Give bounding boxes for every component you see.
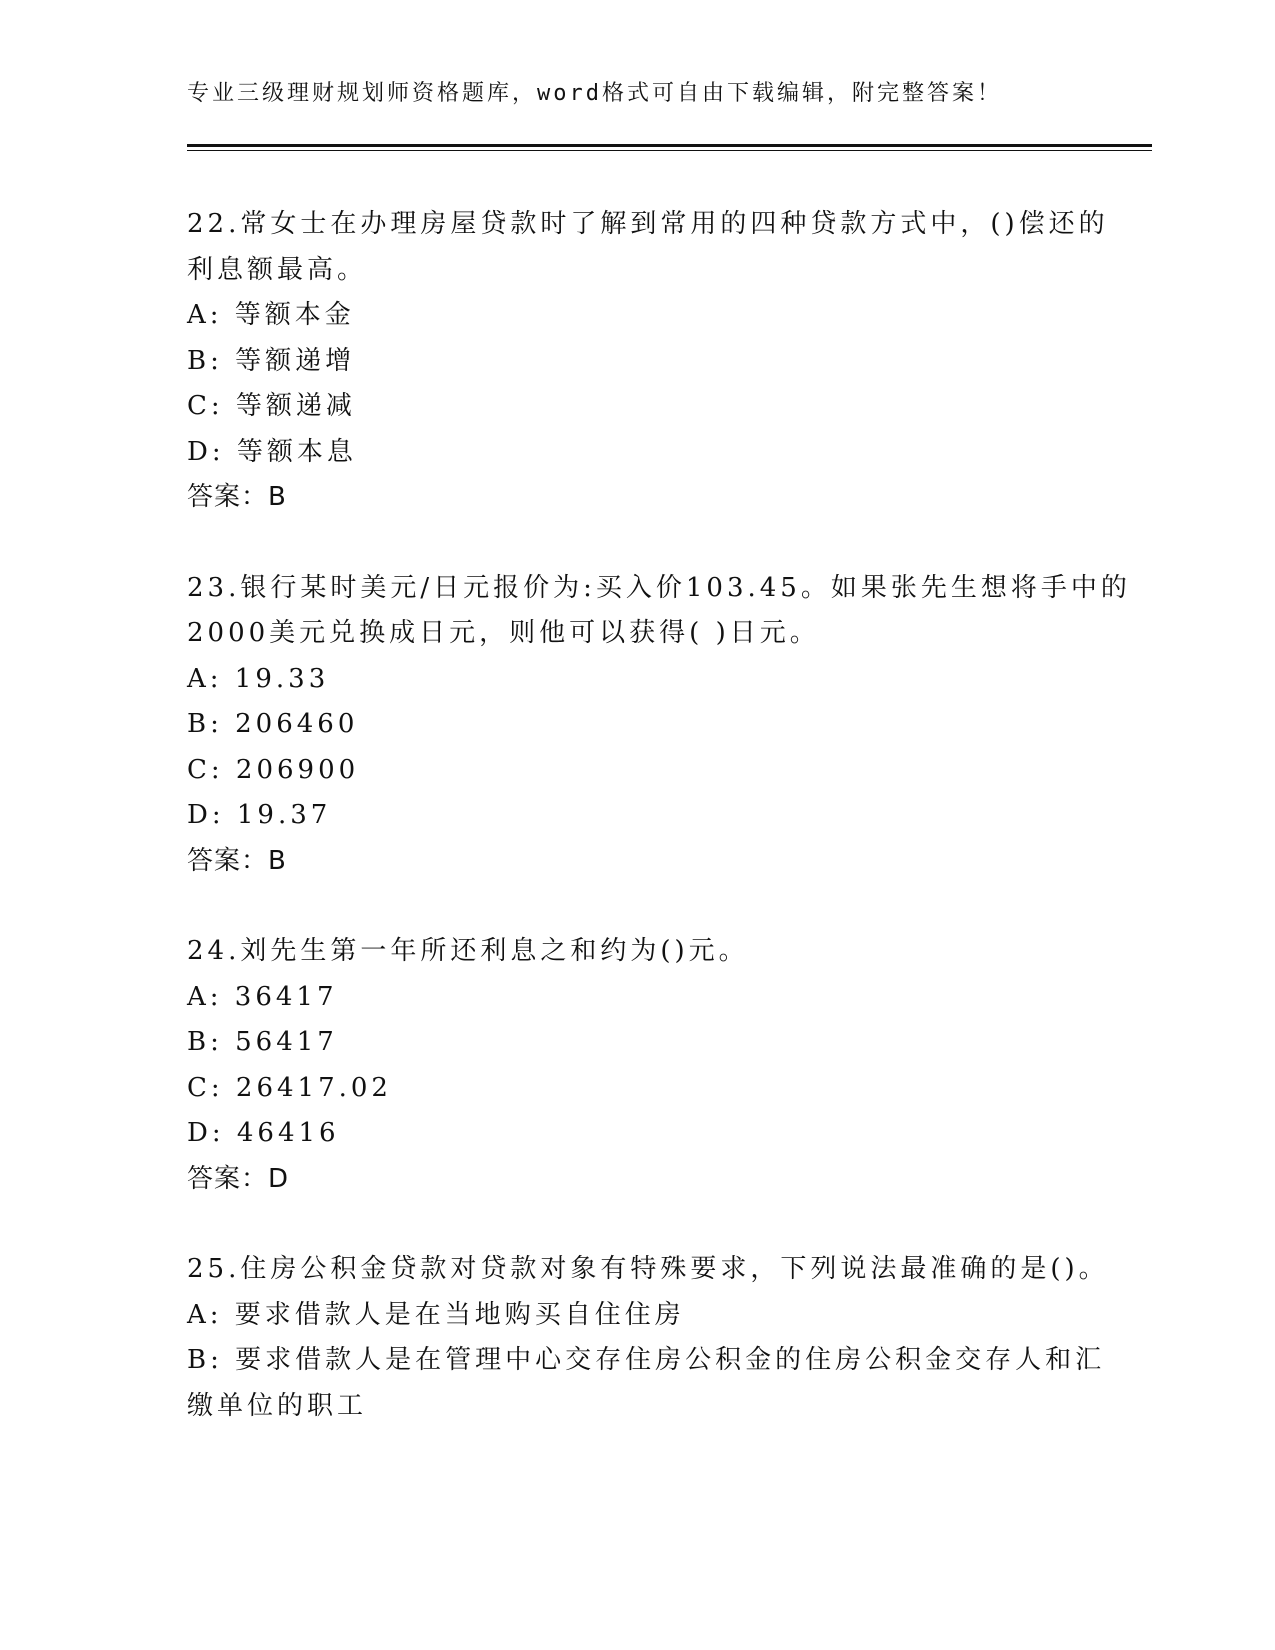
option-c: C: 等额递减 [187, 391, 356, 421]
question-23 [187, 566, 1131, 885]
question-stem-line: 22.常女士在办理房屋贷款时了解到常用的四种贷款方式中，()偿还的 [187, 209, 1109, 239]
option-b-continued: 缴单位的职工 [187, 1390, 368, 1421]
question-stem-line: 利息额最高。 [187, 254, 368, 285]
option-a: A: 等额本金 [187, 300, 355, 330]
question-stem-line: 25.住房公积金贷款对贷款对象有特殊要求，下列说法最准确的是()。 [187, 1254, 1109, 1284]
answer-line: 答案：D [187, 1163, 290, 1194]
header-rule-thin [187, 150, 1152, 151]
option-b: B: 要求借款人是在管理中心交存住房公积金的住房公积金交存人和汇 [187, 1345, 1106, 1375]
question-22 [187, 202, 1109, 521]
page-header-text: 专业三级理财规划师资格题库，word格式可自由下载编辑，附完整答案！ [187, 81, 1002, 106]
option-a: A: 36417 [187, 981, 338, 1012]
option-d: D: 等额本息 [187, 436, 357, 467]
option-c: C: 26417.02 [187, 1072, 392, 1103]
option-d: D: 46416 [187, 1118, 340, 1148]
answer-line: 答案：B [187, 482, 287, 512]
option-b: B: 等额递增 [187, 345, 356, 376]
option-b: B: 206460 [187, 709, 359, 739]
question-stem-line: 2000美元兑换成日元，则他可以获得( )日元。 [187, 618, 820, 648]
option-a: A: 要求借款人是在当地购买自住住房 [187, 1299, 685, 1330]
option-b: B: 56417 [187, 1027, 338, 1057]
header-rule-thick [187, 144, 1152, 147]
question-list [187, 202, 1131, 1474]
question-25 [187, 1247, 1109, 1429]
option-d: D: 19.37 [187, 800, 332, 830]
answer-line: 答案：B [187, 845, 287, 876]
option-c: C: 206900 [187, 754, 360, 785]
question-stem-line: 23.银行某时美元/日元报价为:买入价103.45。如果张先生想将手中的 [187, 572, 1131, 603]
option-a: A: 19.33 [187, 663, 330, 694]
question-stem-line: 24.刘先生第一年所还利息之和约为()元。 [187, 936, 749, 966]
question-24 [187, 929, 1087, 1202]
